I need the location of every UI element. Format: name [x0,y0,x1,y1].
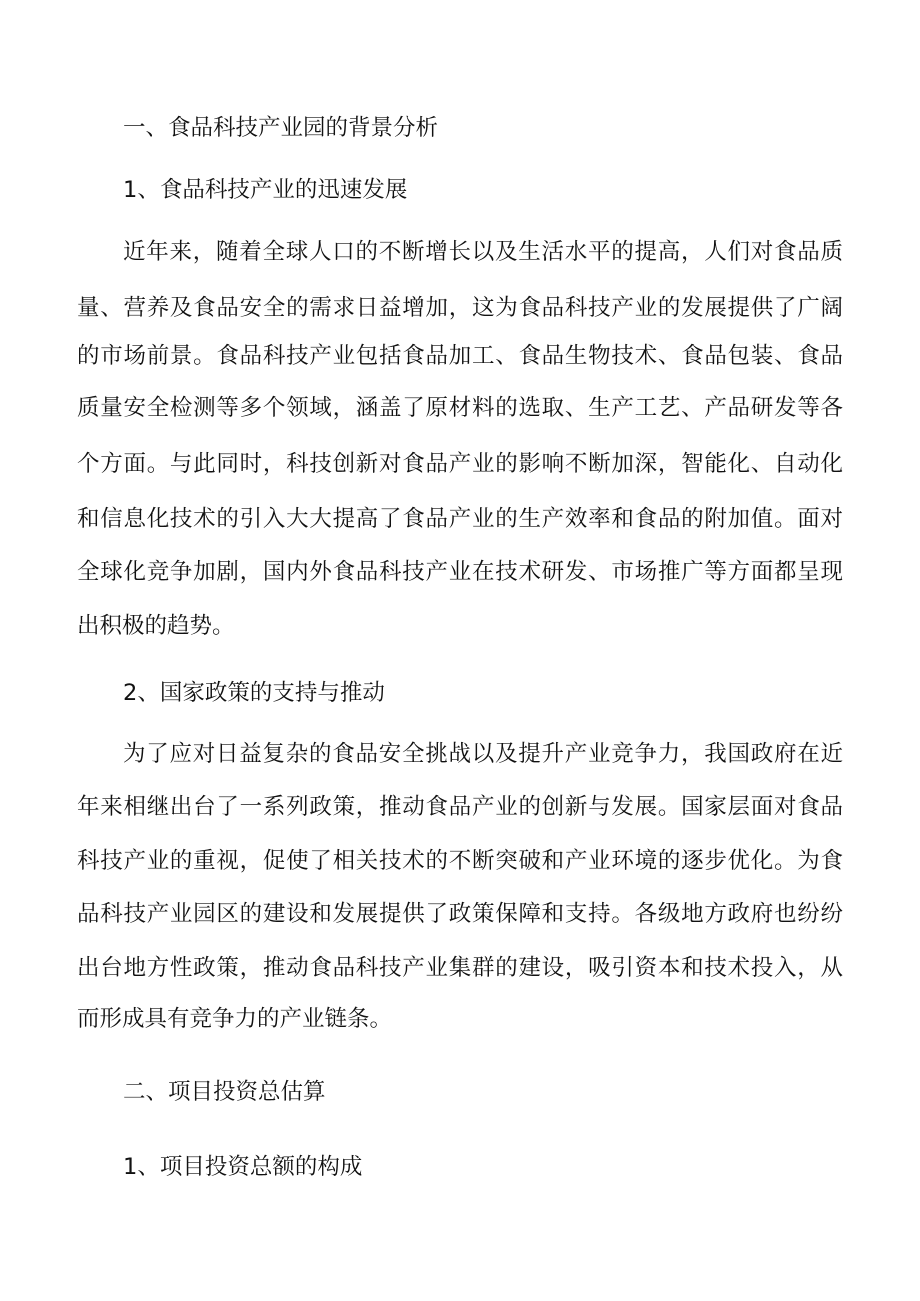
section-heading-investment-estimate: 二、项目投资总估算 [123,1079,326,1105]
paragraph-line: 品科技产业园区的建设和发展提供了政策保障和支持。各级地方政府也纷纷 [77,901,843,927]
subsection-heading-policy-support: 2、国家政策的支持与推动 [123,680,385,706]
subsection-heading-investment-composition: 1、项目投资总额的构成 [123,1154,363,1180]
paragraph-line: 全球化竞争加剧，国内外食品科技产业在技术研发、市场推广等方面都呈现 [77,559,843,585]
paragraph-line: 和信息化技术的引入大大提高了食品产业的生产效率和食品的附加值。面对 [77,506,843,532]
paragraph-line: 科技产业的重视，促使了相关技术的不断突破和产业环境的逐步优化。为食 [77,848,843,874]
section-heading-background: 一、食品科技产业园的背景分析 [123,115,439,141]
paragraph-line: 年来相继出台了一系列政策，推动食品产业的创新与发展。国家层面对食品 [77,794,843,820]
paragraph-line: 个方面。与此同时，科技创新对食品产业的影响不断加深，智能化、自动化 [77,451,843,477]
paragraph-line: 而形成具有竞争力的产业链条。 [77,1006,393,1032]
paragraph-line: 的市场前景。食品科技产业包括食品加工、食品生物技术、食品包装、食品 [77,343,843,369]
paragraph-line: 质量安全检测等多个领域，涵盖了原材料的选取、生产工艺、产品研发等各 [77,395,843,421]
paragraph-line: 近年来，随着全球人口的不断增长以及生活水平的提高，人们对食品质 [123,239,843,265]
paragraph-line: 出积极的趋势。 [77,613,235,639]
paragraph-line: 出台地方性政策，推动食品科技产业集群的建设，吸引资本和技术投入，从 [77,955,843,981]
subsection-heading-industry-development: 1、食品科技产业的迅速发展 [123,177,408,203]
paragraph-line: 量、营养及食品安全的需求日益增加，这为食品科技产业的发展提供了广阔 [77,295,843,321]
paragraph-line: 为了应对日益复杂的食品安全挑战以及提升产业竞争力，我国政府在近 [123,741,843,767]
